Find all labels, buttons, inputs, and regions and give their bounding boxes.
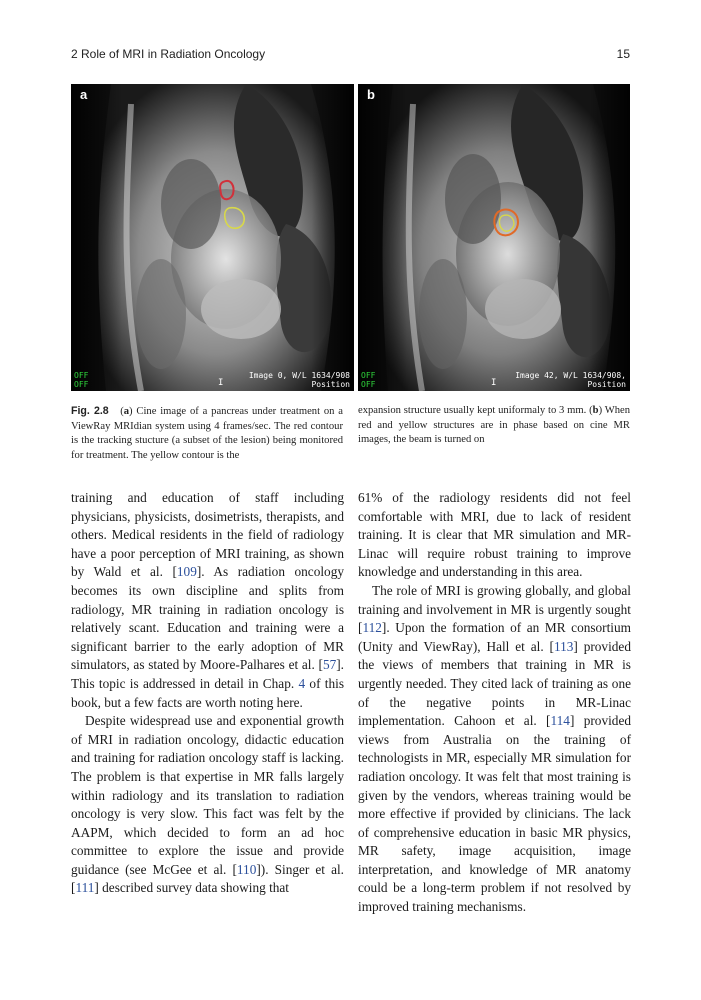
figure-caption-right: expansion structure usually kept uniformaly to 3 mm. (b) When red and yellow structures are in phase based on cine MR images, the beam is turned on bbox=[358, 405, 631, 445]
chapter-link[interactable]: 4 bbox=[298, 675, 306, 691]
overlay-info-a: Image 0, W/L 1634/908 Position bbox=[248, 371, 350, 389]
citation-link[interactable]: 112 bbox=[362, 620, 382, 636]
figure-2-8 bbox=[71, 84, 630, 391]
mri-panel-b bbox=[358, 84, 630, 391]
citation-link[interactable]: 109 bbox=[176, 564, 197, 580]
body-column-left bbox=[71, 489, 344, 898]
body-column-right bbox=[358, 489, 631, 917]
figure-label: Fig. 2.8 bbox=[71, 405, 109, 417]
overlay-status-b: OFF OFF bbox=[361, 371, 376, 389]
mri-image-b bbox=[358, 84, 630, 391]
overlay-marker-a: I bbox=[218, 378, 224, 388]
overlay-marker-b: I bbox=[491, 378, 497, 388]
citation-link[interactable]: 113 bbox=[553, 638, 574, 654]
paragraph: The role of MRI is growing globally, and global training and involvement in MR is urgently sought [112]. Upon the formation of an MR consortium (Unity and ViewRay), Hall et al. [113] provided the views of members that training in MR is urgently needed. They cited lack of training as one of the negative points in MR-Linac implementation. Cahoon et al. [114] provided views from Australia on the training of technologists in MR, especially MR simulation for radiation oncology. It was felt that most training is given by the vendors, whereas training would be more effective if provided by clinicians. The lack of comprehensive education in basic MR physics, MR safety, image acquisition, image interpretation, and knowledge of MR anatomy could be a long-term problem if not resolved by improved training mechanisms. bbox=[358, 582, 631, 915]
paragraph: Despite widespread use and exponential growth of MRI in radiation oncology, didactic education and training for radiation oncology staff is lacking. The problem is that expertise in MR falls largely within radiology and its translation to radiation oncology is very slow. This fact was felt by the AAPM, which decided to form an ad hoc committee to explore the issue and provide guidance (see McGee et al. [110]). Singer et al. [111] described survey data showing that bbox=[71, 713, 344, 896]
paragraph: 61% of the radiology residents did not feel comfortable with MRI, due to lack of resident training. It is clear that MR simulation and MR-Linac will require robust training to improve knowledge and understanding in this area. bbox=[358, 490, 631, 580]
running-header bbox=[71, 47, 630, 65]
citation-link[interactable]: 57 bbox=[322, 657, 337, 673]
citation-link[interactable]: 110 bbox=[236, 861, 257, 877]
panel-letter-a: a bbox=[80, 87, 88, 102]
citation-link[interactable]: 114 bbox=[550, 713, 570, 729]
chapter-title: 2 Role of MRI in Radiation Oncology bbox=[71, 47, 266, 61]
citation-link[interactable]: 111 bbox=[75, 880, 95, 896]
overlay-status-a: OFF OFF bbox=[74, 371, 89, 389]
mri-panel-a bbox=[71, 84, 354, 391]
figure-caption-left: Fig. 2.8 (a) Cine image of a pancreas under treatment on a ViewRay MRIdian system using 4 frames/sec. The red contour is the tracking stucture (a subset of the lesion) being monitored for treatment. The yellow contour is the bbox=[71, 405, 343, 461]
paragraph: training and education of staff including physicians, physicists, dosimetrists, therapists, and others. Medical residents in the field of radiology have a poor perception of MRI training, as shown by Wald et al. [109]. As radiation oncology becomes its own discipline and splits from radiology, MR training in radiation oncology is relatively scant. Education and training were a significant barrier to the early adoption of MR simulators, as stated by Moore-Palhares et al. [57]. This topic is addressed in detail in Chap. 4 of this book, but a few facts are worth noting here. bbox=[71, 490, 345, 710]
panel-letter-b: b bbox=[367, 87, 375, 102]
overlay-info-b: Image 42, W/L 1634/908, Position bbox=[515, 371, 626, 389]
page-number: 15 bbox=[616, 47, 630, 61]
mri-image-a bbox=[71, 84, 354, 391]
